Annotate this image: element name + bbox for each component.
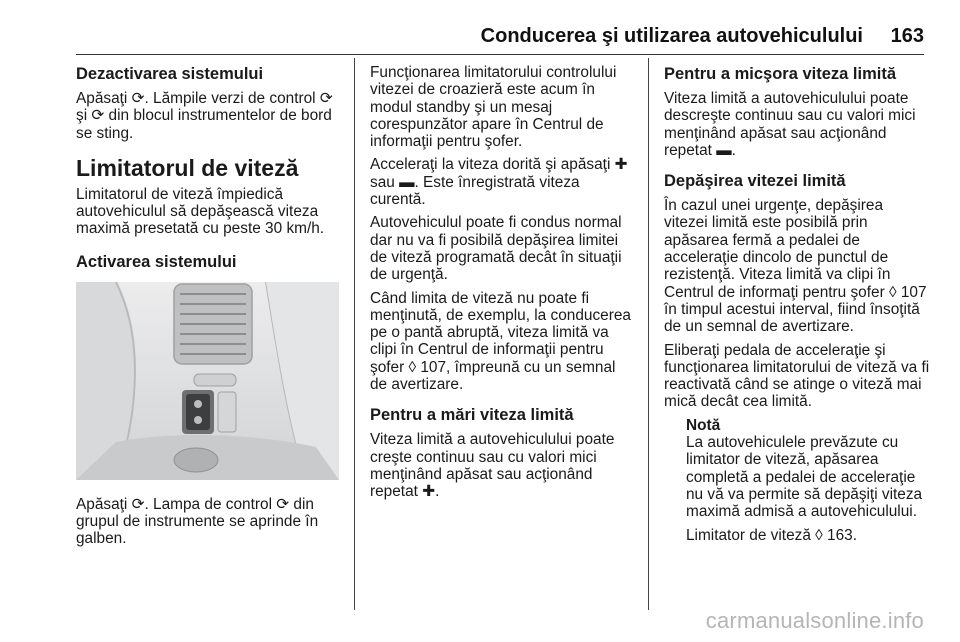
dashboard-drawing: [76, 282, 339, 480]
deactivate-heading: Dezactivarea sistemului: [76, 65, 264, 83]
note-paragraph-1: La autovehiculele prevăzute cu limitator de viteză, apăsarea completă a pedalei de acceleraţie nu vă va permite să depăşiţi viteza maximă admisă a autovehiculului.: [686, 434, 923, 521]
note-title: Notă: [686, 416, 721, 434]
air-vent: [174, 284, 252, 364]
col3-paragraph-2: În cazul unei urgenţe, depăşirea vitezei limită este posibilă prin apăsarea fermă a pedalei de acceleraţie dincolo de punctul de rezistenţă. Viteza limită va clipi în Centrul de informaţi pentru şofer ◊ 107 în timpul acestui interval, fiind însoţită de un semnal de avertizare.: [664, 197, 927, 336]
column-3: [664, 64, 930, 550]
dashboard-illustration: [76, 282, 339, 480]
note-box: [686, 417, 930, 544]
column-2: [370, 64, 636, 507]
limiter-text: Limitatorul de viteză împiedică autovehiculul să depăşească viteza maximă presetată cu peste 30 km/h.: [76, 185, 325, 238]
decrease-heading: Pentru a micşora viteza limită: [664, 65, 897, 83]
col2-paragraph-4: Când limita de viteză nu poate fi menţinută, de exemplu, la conducerea pe o pantă abruptă, viteza limită va clipi în Centrul de informaţii pentru şofer ◊ 107, împreună cu un semnal de avertizare.: [370, 289, 631, 394]
watermark: carmanualsonline.info: [705, 608, 924, 633]
exceed-heading: Depăşirea vitezei limită: [664, 172, 846, 191]
col3-paragraph-3: Eliberaţi pedala de acceleraţie şi funcţionarea limitatorului de viteză va fi reactivată când se atinge o viteză mai mică decât cea limită.: [664, 341, 930, 411]
limiter-heading: Limitatorul de viteză: [76, 154, 299, 181]
header-rule: [76, 54, 924, 55]
chapter-title: Conducerea şi utilizarea autovehiculului: [480, 25, 863, 47]
col2-paragraph-2: Acceleraţi la viteza dorită şi apăsaţi ✚ sau ▬. Este înregistrată viteza curentă.: [370, 156, 628, 209]
activate-heading: Activarea sistemului: [76, 252, 237, 271]
col2-paragraph-3: Autovehiculul poate fi condus normal dar nu va fi posibilă depăşirea limitei de viteză programată decât în situaţii de urgenţă.: [370, 214, 622, 284]
activate-text: Apăsaţi ⟳. Lampa de control ⟳ din grupul de instrumente se aprinde în galben.: [76, 495, 319, 548]
speed-limiter-switch: [182, 390, 214, 434]
increase-heading: Pentru a mări viteza limită: [370, 406, 574, 425]
page-number: 163: [890, 25, 924, 47]
column-divider-1: [354, 58, 355, 610]
col2-paragraph-5: Viteza limită a autovehiculului poate creşte continuu sau cu valori mici menţinând apăsat sau acţionând repetat ✚.: [370, 431, 615, 501]
note-paragraph-2: Limitator de viteză ◊ 163.: [686, 526, 858, 544]
col3-paragraph-1: Viteza limită a autovehiculului poate descreşte continuu sau cu valori mici menţinând apăsat sau acţionând repetat ▬.: [664, 90, 916, 159]
column-divider-2: [648, 58, 649, 610]
column-1: [76, 64, 342, 554]
deactivate-text: Apăsaţi ⟳. Lămpile verzi de control ⟳ şi ⟳ din blocul instrumentelor de bord se sting.: [76, 90, 333, 142]
page-header: [0, 0, 960, 58]
col2-paragraph-1: Funcţionarea limitatorului controlului vitezei de croazieră este acum în modul standby şi un mesaj corespunzător apare în Centrul de informaţii pentru şofer.: [370, 64, 617, 151]
